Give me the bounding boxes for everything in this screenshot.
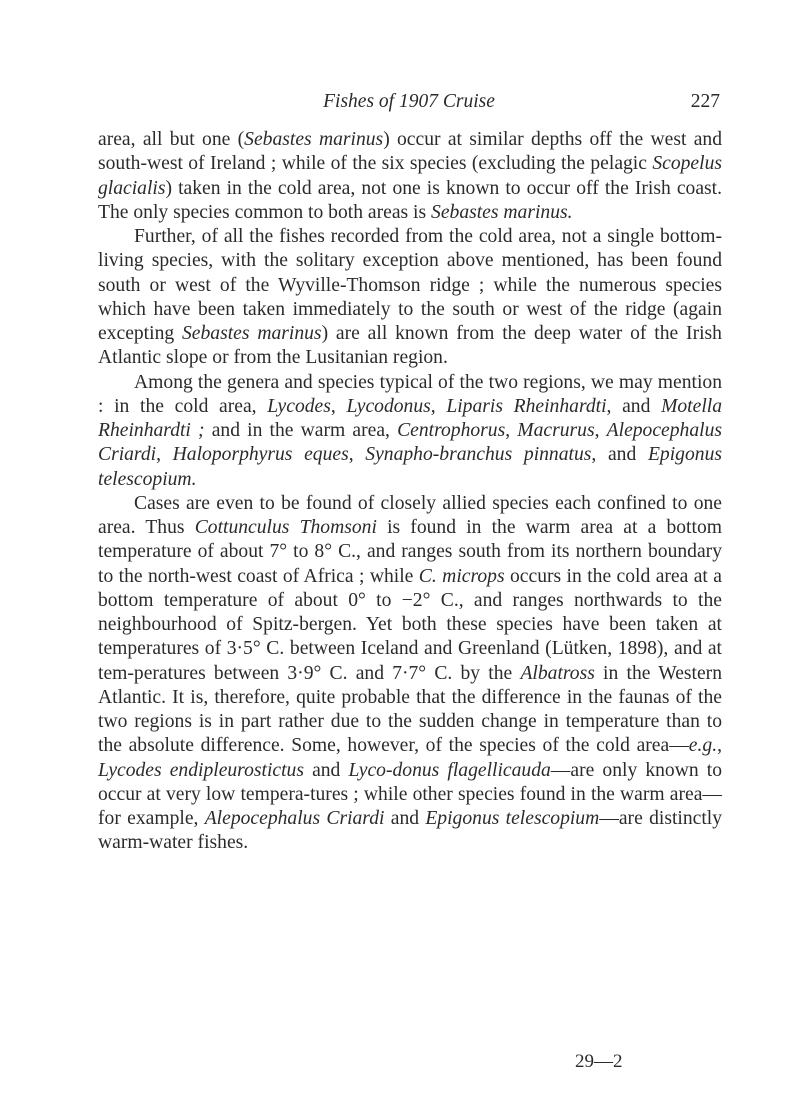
text-run: Further, of all the fishes recorded from the cold area, not a single bottom-living species, with the solitary exception above mentioned, has been found south or west of the Wyville-Thomson ridge ; while the numerous species which have been taken immediately to the south or west of the ridge (again excepting	[98, 226, 722, 344]
italic-term: Scopelus glacialis	[98, 153, 722, 199]
paragraph	[98, 371, 722, 492]
body-text	[98, 128, 722, 856]
text-run: ,	[430, 395, 447, 417]
text-run: ,	[348, 444, 366, 466]
paragraph	[98, 225, 722, 371]
italic-term: Synapho-branchus pinnatus	[365, 444, 592, 466]
italic-term: Motella Rheinhardti ;	[98, 395, 723, 441]
paragraph	[98, 492, 722, 856]
italic-term: Sebastes marinus	[244, 129, 384, 150]
text-run: occurs in the cold area at a bottom temperature of about 0° to −2° C., and ranges northwards to the neighbourhood of Spitz-bergen. Yet both these species have been taken at temperatures of 3·5° C. between Iceland and Greenland (Lütken, 1898), and at tem-peratures between 3·9° C. and 7·7° C. by the	[98, 565, 722, 684]
running-title: Fishes of 1907 Cruise	[323, 91, 495, 112]
page-header	[98, 91, 720, 117]
italic-term: C. microps	[418, 565, 505, 587]
italic-term: Lycodes endipleurostictus	[98, 759, 304, 781]
text-run: area, all but one (	[98, 129, 245, 150]
italic-term: Haloporphyrus eques	[172, 444, 349, 466]
page-number: 227	[690, 91, 720, 112]
text-run: ,	[594, 420, 607, 441]
text-run: ,	[156, 444, 173, 466]
signature-mark: 29—2	[575, 1051, 623, 1072]
text-run: and	[303, 759, 349, 781]
italic-term: Cottunculus Thomsoni	[194, 517, 377, 538]
italic-term: Albatross	[520, 662, 595, 684]
text-run: , and	[591, 444, 648, 466]
text-run: and	[384, 808, 426, 829]
italic-term: Epigonus telescopium.	[98, 444, 722, 490]
text-run: ,	[330, 395, 347, 417]
text-run: Cases are even to be found of closely allied species each confined to one area. Thus	[98, 492, 722, 538]
italic-term: Sebastes marinus.	[431, 201, 573, 223]
text-run: is found in the warm area at a bottom temperature of about 7° to 8° C., and ranges south from its northern boundary to the north-west coast of Africa ; while	[98, 517, 722, 587]
text-run: —are only known to occur at very low tempera-tures ; while other species found in the warm area—for example,	[98, 759, 723, 829]
italic-term: Alepocephalus Criardi	[204, 808, 385, 829]
italic-term: e.g.	[688, 735, 718, 757]
text-run: , and	[606, 395, 662, 417]
italic-term: Lycodes	[267, 395, 331, 417]
text-run: Among the genera and species typical of the two regions, we may mention : in the cold area,	[98, 371, 722, 417]
italic-term: Sebastes marinus	[182, 323, 322, 344]
italic-term: Macrurus	[517, 420, 595, 441]
italic-term: Liparis Rheinhardti	[446, 395, 607, 417]
text-run: and in the warm area,	[204, 420, 398, 441]
text-run: ,	[717, 735, 722, 757]
italic-term: Lyco-donus flagellicauda	[348, 759, 551, 781]
text-run: in the Western Atlantic. It is, therefore, quite probable that the difference in the faunas of the two regions is in part rather due to the sudden change in temperature than to the absolute difference. Some, however, of the species of the cold area—	[98, 662, 722, 757]
text-run: ) are all known from the deep water of the Irish Atlantic slope or from the Lusitanian region.	[98, 323, 722, 369]
italic-term: Lycodonus	[346, 395, 431, 417]
italic-term: Centrophorus	[397, 420, 506, 441]
text-run: ) occur at similar depths off the west and south-west of Ireland ; while of the six species (excluding the pelagic	[98, 129, 722, 175]
text-run: ,	[505, 420, 518, 441]
italic-term: Epigonus telescopium	[425, 808, 600, 829]
italic-term: Alepocephalus Criardi	[98, 420, 723, 466]
text-run: —are distinctly warm-water fishes.	[98, 808, 723, 854]
text-run: ) taken in the cold area, not one is known to occur off the Irish coast. The only species common to both areas is	[98, 177, 722, 223]
paragraph	[98, 128, 722, 225]
